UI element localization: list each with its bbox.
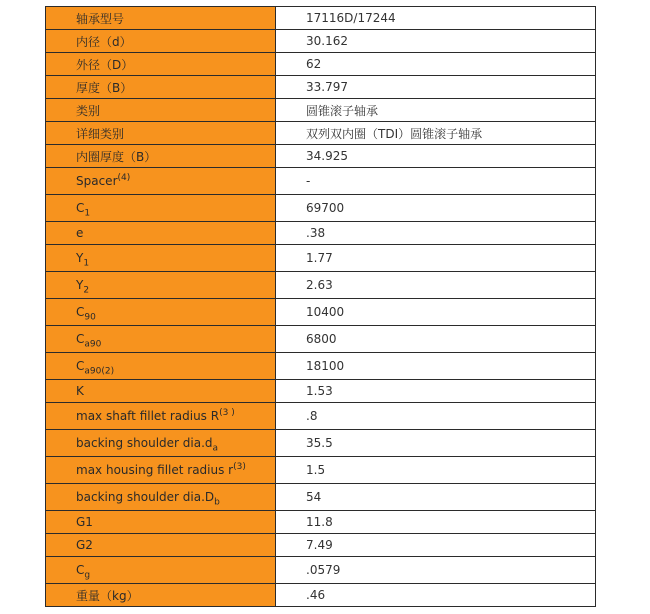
spec-label-subscript: b [214, 497, 220, 508]
spec-value-cell [276, 326, 596, 353]
spec-label: max shaft fillet radius R [76, 409, 220, 423]
spec-label-cell [46, 380, 276, 403]
spec-label: 内圈厚度（B） [76, 149, 157, 164]
spec-label-subscript: a90 [84, 339, 102, 350]
spec-row [46, 430, 596, 457]
spec-row [46, 511, 596, 534]
spec-row [46, 326, 596, 353]
spec-label-cell [46, 168, 276, 195]
spec-value: 6800 [306, 332, 337, 346]
spec-label-cell [46, 7, 276, 30]
spec-label-superscript: (3) [233, 462, 246, 472]
spec-label: Spacer [76, 174, 118, 188]
spec-row [46, 76, 596, 99]
spec-label-cell [46, 557, 276, 584]
spec-value: .46 [306, 588, 326, 602]
spec-label-cell [46, 99, 276, 122]
spec-row [46, 403, 596, 430]
spec-label-cell [46, 195, 276, 222]
spec-value-cell [276, 380, 596, 403]
spec-label: 厚度（B） [76, 80, 133, 95]
spec-label-cell [46, 511, 276, 534]
spec-value-cell [276, 299, 596, 326]
spec-label-cell [46, 353, 276, 380]
spec-label-subscript: g [84, 570, 91, 581]
spec-label-cell [46, 272, 276, 299]
spec-label: C [76, 332, 85, 346]
spec-value-cell [276, 195, 596, 222]
spec-value: 35.5 [306, 436, 333, 450]
spec-label: 轴承型号 [76, 11, 125, 26]
spec-row [46, 457, 596, 484]
spec-label: K [76, 384, 84, 398]
spec-label: Y [76, 251, 84, 265]
spec-row [46, 557, 596, 584]
spec-value: 2.63 [306, 278, 333, 292]
spec-row [46, 584, 596, 607]
spec-row [46, 272, 596, 299]
spec-value-cell [276, 145, 596, 168]
spec-label: G1 [76, 515, 93, 529]
spec-label: backing shoulder dia.D [76, 490, 215, 504]
spec-label-cell [46, 299, 276, 326]
spec-label: e [76, 226, 84, 240]
spec-value-cell [276, 168, 596, 195]
spec-label-cell [46, 484, 276, 511]
spec-label-cell [46, 222, 276, 245]
spec-row [46, 195, 596, 222]
spec-value-cell [276, 484, 596, 511]
spec-row [46, 380, 596, 403]
spec-label: C [76, 563, 85, 577]
spec-label-subscript: 1 [84, 208, 91, 219]
spec-value-cell [276, 7, 596, 30]
spec-label-subscript: 1 [83, 258, 90, 269]
spec-value: 18100 [306, 359, 345, 373]
spec-value: 11.8 [306, 515, 333, 529]
spec-label-cell [46, 145, 276, 168]
spec-row [46, 222, 596, 245]
spec-value: .38 [306, 226, 326, 240]
spec-label-cell [46, 457, 276, 484]
spec-row [46, 245, 596, 272]
spec-value-cell [276, 53, 596, 76]
spec-label-cell [46, 403, 276, 430]
spec-label-cell [46, 245, 276, 272]
spec-label-cell [46, 584, 276, 607]
spec-row [46, 299, 596, 326]
spec-value: 33.797 [306, 80, 348, 94]
spec-row [46, 122, 596, 145]
spec-row [46, 99, 596, 122]
spec-value: 双列双内圈（TDI）圆锥滚子轴承 [306, 126, 483, 141]
spec-label: backing shoulder dia.d [76, 436, 213, 450]
spec-table-body [46, 7, 596, 607]
spec-row [46, 353, 596, 380]
spec-label: C [76, 305, 85, 319]
spec-value: 54 [306, 490, 322, 504]
spec-value: 1.77 [306, 251, 333, 265]
spec-value-cell [276, 99, 596, 122]
bearing-spec-table [45, 6, 596, 607]
spec-value-cell [276, 430, 596, 457]
spec-label: C [76, 201, 85, 215]
spec-value: 69700 [306, 201, 345, 215]
spec-label-cell [46, 534, 276, 557]
spec-label-cell [46, 430, 276, 457]
spec-value: 7.49 [306, 538, 333, 552]
spec-label-cell [46, 326, 276, 353]
spec-label-superscript: (4) [117, 173, 131, 183]
spec-label-cell [46, 30, 276, 53]
spec-label: max housing fillet radius r [76, 463, 234, 477]
spec-value: 62 [306, 57, 322, 71]
spec-label-cell [46, 76, 276, 99]
spec-value: 30.162 [306, 34, 348, 48]
spec-label-cell [46, 122, 276, 145]
spec-value-cell [276, 222, 596, 245]
spec-value-cell [276, 245, 596, 272]
spec-label: 重量（kg） [76, 588, 139, 603]
spec-row [46, 534, 596, 557]
spec-value-cell [276, 457, 596, 484]
spec-value-cell [276, 403, 596, 430]
spec-value-cell [276, 353, 596, 380]
spec-value-cell [276, 272, 596, 299]
spec-label: 类别 [76, 103, 101, 118]
spec-row [46, 53, 596, 76]
spec-label-subscript: a [212, 443, 219, 454]
spec-value: .0579 [306, 563, 341, 577]
spec-value: 17116D/17244 [306, 11, 396, 25]
spec-row [46, 145, 596, 168]
spec-row [46, 168, 596, 195]
spec-value: 1.5 [306, 463, 326, 477]
spec-label-subscript: a90(2) [84, 366, 115, 377]
spec-label: 外径（D） [76, 57, 134, 72]
spec-label: 详细类别 [76, 126, 125, 141]
spec-value-cell [276, 122, 596, 145]
spec-value-cell [276, 534, 596, 557]
spec-value: - [306, 174, 311, 188]
spec-row [46, 30, 596, 53]
spec-value-cell [276, 557, 596, 584]
spec-value: 10400 [306, 305, 345, 319]
spec-label: 内径（d） [76, 34, 132, 49]
spec-row [46, 7, 596, 30]
spec-label-subscript: 90 [84, 312, 96, 323]
spec-label-cell [46, 53, 276, 76]
spec-value: .8 [306, 409, 318, 423]
spec-value-cell [276, 30, 596, 53]
spec-label: Y [76, 278, 84, 292]
spec-row [46, 484, 596, 511]
spec-label-subscript: 2 [83, 285, 90, 296]
spec-value: 34.925 [306, 149, 348, 163]
spec-value-cell [276, 511, 596, 534]
spec-label: C [76, 359, 85, 373]
spec-value: 1.53 [306, 384, 333, 398]
spec-label: G2 [76, 538, 93, 552]
spec-value: 圆锥滚子轴承 [306, 103, 379, 118]
spec-value-cell [276, 584, 596, 607]
spec-value-cell [276, 76, 596, 99]
spec-label-superscript: (3 ) [219, 408, 235, 418]
